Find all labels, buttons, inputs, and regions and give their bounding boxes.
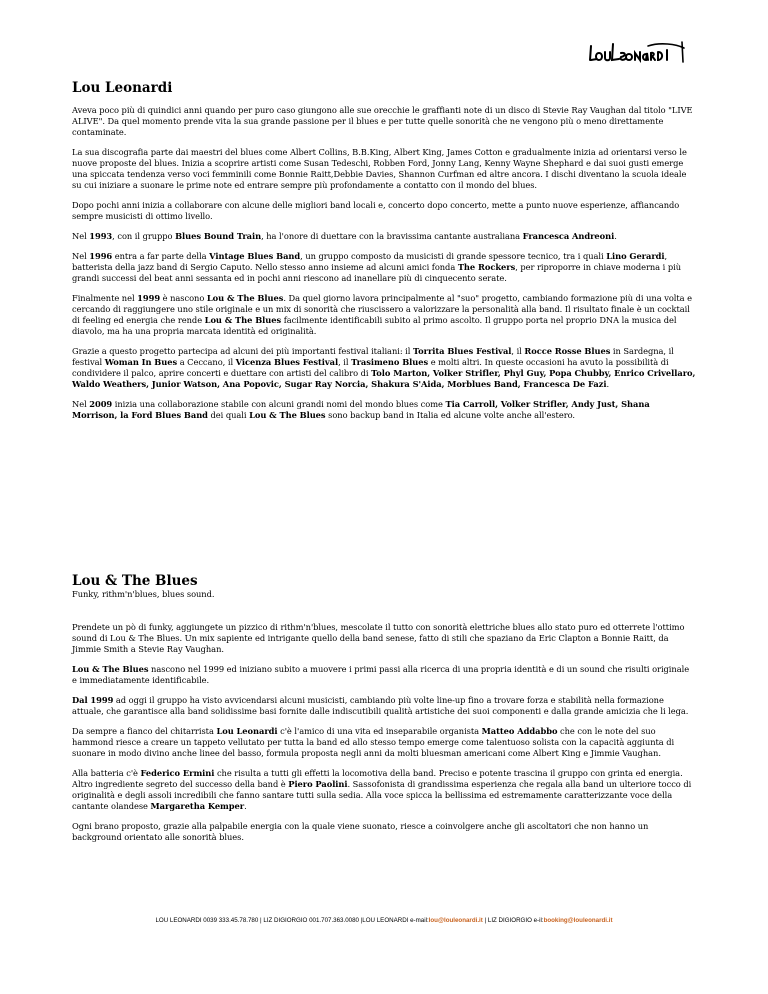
bold-text: Vintage Blues Band: [209, 251, 301, 261]
text-run: , batterista della jazz band di Sergio Caputo. Nello stesso anno insieme ad alcuni amici fonda: [72, 251, 668, 272]
text-run: sono backup band in Italia ed alcune volte anche all'estero.: [325, 410, 576, 420]
text-run: Da sempre a fianco del chitarrista: [72, 726, 217, 736]
bold-text: 1993: [89, 231, 113, 241]
text-run: Finalmente nel: [72, 293, 138, 303]
bold-text: Lino Gerardi: [606, 251, 665, 261]
text-run: a Ceccano, il: [177, 357, 236, 367]
text-run: . Da quel giorno lavora principalmente al "suo" progetto, cambiando formazione più di una volta e cercando di raggiungere uno stile originale e un mix di sonorità che riuscissero a valorizzare la personalità alla band. Il risultato finale è un cocktail di feeling ed energia che rende: [72, 293, 693, 325]
paragraph: [72, 231, 696, 242]
paragraph: [72, 293, 696, 337]
footer-contacts: [0, 917, 768, 924]
text-run: La sua discografia parte dai maestri del blues come Albert Collins, B.B.King, Albert King, James Cotton e gradualmente inizia ad orientarsi verso le nuove proposte del blues. Inizia a scoprire artisti come Susan Tedeschi, Robben Ford, Jonny Lang, Kenny Wayne Shephard e dai suoi gusti emerge una spiccata tendenza verso voci femminili come Bonnie Raitt,Debbie Davies, Shannon Curfman ed altre ancora. I dischi diventano la scuola ideale su cui iniziare a suonare le prime note ed entrare sempre più profondamente a contatto con il mondo del blues.: [72, 147, 687, 190]
paragraph: [72, 821, 696, 843]
text-run: che risulta a tutti gli effetti la locomotiva della band. Preciso e potente trascina il gruppo con grinta ed energia. Altro ingrediente segreto del successo della band è: [72, 768, 683, 789]
bold-text: 1996: [89, 251, 113, 261]
paragraph: [72, 768, 696, 812]
text-run: , ha l'onore di duettare con la bravissima cantante australiana: [261, 231, 523, 241]
paragraph: [72, 695, 696, 717]
text-run: in Sardegna, il festival: [72, 346, 674, 367]
paragraph: [72, 726, 696, 759]
paragraph: [72, 251, 696, 284]
bold-text: Federico Ermini: [140, 768, 215, 778]
bold-text: Margaretha Kemper: [150, 801, 245, 811]
footer-contact-text: LOU LEONARDI 0039 333.45.78.780 | LIZ DIGIORGIO 001.707.363.0080 |LOU LEONARDI e-mail:: [155, 917, 429, 924]
text-run: Alla batteria c'è: [72, 768, 141, 778]
email-link[interactable]: lou@louleonardi.it: [428, 917, 483, 924]
footer-contact-text: | LIZ DIGIORGIO e-il:: [482, 917, 544, 924]
lou-leonardi-logo: [588, 40, 688, 66]
bold-text: Francesca Andreoni: [522, 231, 615, 241]
text-run: Nel: [72, 399, 90, 409]
text-run: che con le note del suo hammond riesce a creare un tappeto vellutato per tutta la band ed allo stesso tempo emerge come talentuoso solista con la capacità aggiunta di suonare in modo divino anche linee del basso, formula proposta negli anni da molti bluesman americani come Albert King e Jimmie Vaughan.: [72, 726, 675, 758]
text-run: .: [606, 379, 610, 389]
section-body: [72, 622, 696, 843]
text-run: Dopo pochi anni inizia a collaborare con alcune delle migliori band locali e, concerto dopo concerto, mette a punto nuove esperienze, affiancando sempre musicisti di ottimo livello.: [72, 200, 680, 221]
bold-text: Tia Carroll, Volker Strifler, Andy Just, Shana Morrison, la Ford Blues Band: [72, 399, 650, 420]
bold-text: Rocce Rosse Blues: [524, 346, 611, 356]
text-run: . Sassofonista di grandissima esperienza che regala alla band un ulteriore tocco di originalità e degli assoli incredibili che fanno santare tutti sulla sedia. Alla voce spicca la bellissima ed estremamente caratterizzante voce della cantante olandese: [72, 779, 692, 811]
text-run: Nel: [72, 251, 90, 261]
bold-text: Lou & The Blues: [72, 664, 149, 674]
bold-text: The Rockers: [457, 262, 516, 272]
text-run: ad oggi il gruppo ha visto avvicendarsi alcuni musicisti, cambiando più volte line-up fino a trovare forza e stabilità nella formazione attuale, che garantisce alla band solidissime basi fornite dalle indiscutibili qualità artistiche dei suoi componenti e dalla grande amicizia che li lega.: [72, 695, 689, 716]
paragraph: [72, 105, 696, 138]
section-body: [72, 105, 696, 421]
section-title: Lou Leonardi: [72, 80, 173, 96]
bold-text: Lou & The Blues: [249, 410, 326, 420]
paragraph: [72, 399, 696, 421]
text-run: Aveva poco più di quindici anni quando per puro caso giungono alle sue orecchie le graffianti note di un disco di Stevie Ray Vaughan dal titolo "LIVE ALIVE". Da quel momento prende vita la sua grande passione per il blues e per tutte quelle sonorità che ne vengono più o meno direttamente contaminate.: [72, 105, 693, 137]
booking-email-link[interactable]: booking@louleonardi.it: [543, 917, 613, 924]
paragraph: [72, 622, 696, 655]
text-run: .: [614, 231, 617, 241]
bold-text: Piero Paolini: [288, 779, 348, 789]
bold-text: Blues Bound Train: [175, 231, 262, 241]
paragraph: [72, 147, 696, 191]
section-title-lou-and-the-blues: Lou & The Blues: [72, 573, 198, 589]
bold-text: Lou Leonardi: [216, 726, 278, 736]
text-run: , per riproporre in chiave moderna i più grandi successi del beat anni sessanta ed in pochi anni riescono ad inanellare più di cinquecento serate.: [72, 262, 682, 283]
text-run: , con il gruppo: [112, 231, 176, 241]
bold-text: Lou & The Blues: [204, 315, 282, 325]
bold-text: 2009: [89, 399, 113, 409]
text-run: , un gruppo composto da musicisti di grande spessore tecnico, tra i quali: [300, 251, 607, 261]
bold-text: Tolo Marton, Volker Strifler, Phyl Guy, Popa Chubby, Enrico Crivellaro, Waldo Weathers, Junior Watson, Ana Popovic, Sugar Ray Norcia, Shakura S'Aida, Morblues Band, Francesca De Fazi: [72, 368, 696, 389]
text-run: , il: [338, 357, 352, 367]
tagline: Funky, rithm'n'blues, blues sound.: [72, 589, 215, 599]
section-lou-leonardi: [72, 80, 696, 430]
text-run: Nel: [72, 231, 90, 241]
text-run: facilmente identificabili subito al primo ascolto. Il gruppo porta nel proprio DNA la musica del diavolo, ma ha una propria marcata identità ed originalità.: [72, 315, 677, 336]
bold-text: 1999: [137, 293, 161, 303]
text-run: inizia una collaborazione stabile con alcuni grandi nomi del mondo blues come: [112, 399, 446, 409]
bold-text: Lou & The Blues: [206, 293, 284, 303]
section-lou-and-the-blues: [72, 622, 696, 852]
bold-text: Vicenza Blues Festival: [235, 357, 339, 367]
text-run: e molti altri. In queste occasioni ha avuto la possibilità di condividere il palco, aprire concerti e duettare con artisti del calibro di: [72, 357, 669, 378]
bold-text: Matteo Addabbo: [481, 726, 558, 736]
text-run: .: [244, 801, 247, 811]
text-run: Ogni brano proposto, grazie alla palpabile energia con la quale viene suonato, riesce a coinvolgere anche gli ascoltatori che non hanno un background orientato alle sonorità blues.: [72, 821, 649, 842]
paragraph: [72, 200, 696, 222]
text-run: Grazie a questo progetto partecipa ad alcuni dei più importanti festival italiani: il: [72, 346, 413, 356]
bold-text: Trasimeno Blues: [351, 357, 429, 367]
text-run: nascono nel 1999 ed iniziano subito a muovere i primi passi alla ricerca di una propria identità e di un sound che risulti originale e immediatamente identificabile.: [72, 664, 690, 685]
text-run: entra a far parte della: [112, 251, 210, 261]
paragraph: [72, 346, 696, 390]
text-run: , il: [511, 346, 525, 356]
bold-text: Woman In Bues: [104, 357, 178, 367]
bold-text: Dal 1999: [72, 695, 114, 705]
bold-text: Torrita Blues Festival: [412, 346, 512, 356]
text-run: c'è l'amico di una vita ed inseparabile organista: [277, 726, 482, 736]
text-run: Prendete un pò di funky, aggiungete un pizzico di rithm'n'blues, mescolate il tutto con sonorità elettriche blues allo stato puro ed otterrete l'ottimo sound di Lou & The Blues. Un mix sapiente ed intrigante quello della band senese, fatto di stili che spaziano da Eric Clapton a Bonnie Raitt, da Jimmie Smith a Stevie Ray Vaughan.: [72, 622, 685, 654]
paragraph: [72, 664, 696, 686]
text-run: è nascono: [160, 293, 207, 303]
text-run: dei quali: [207, 410, 250, 420]
